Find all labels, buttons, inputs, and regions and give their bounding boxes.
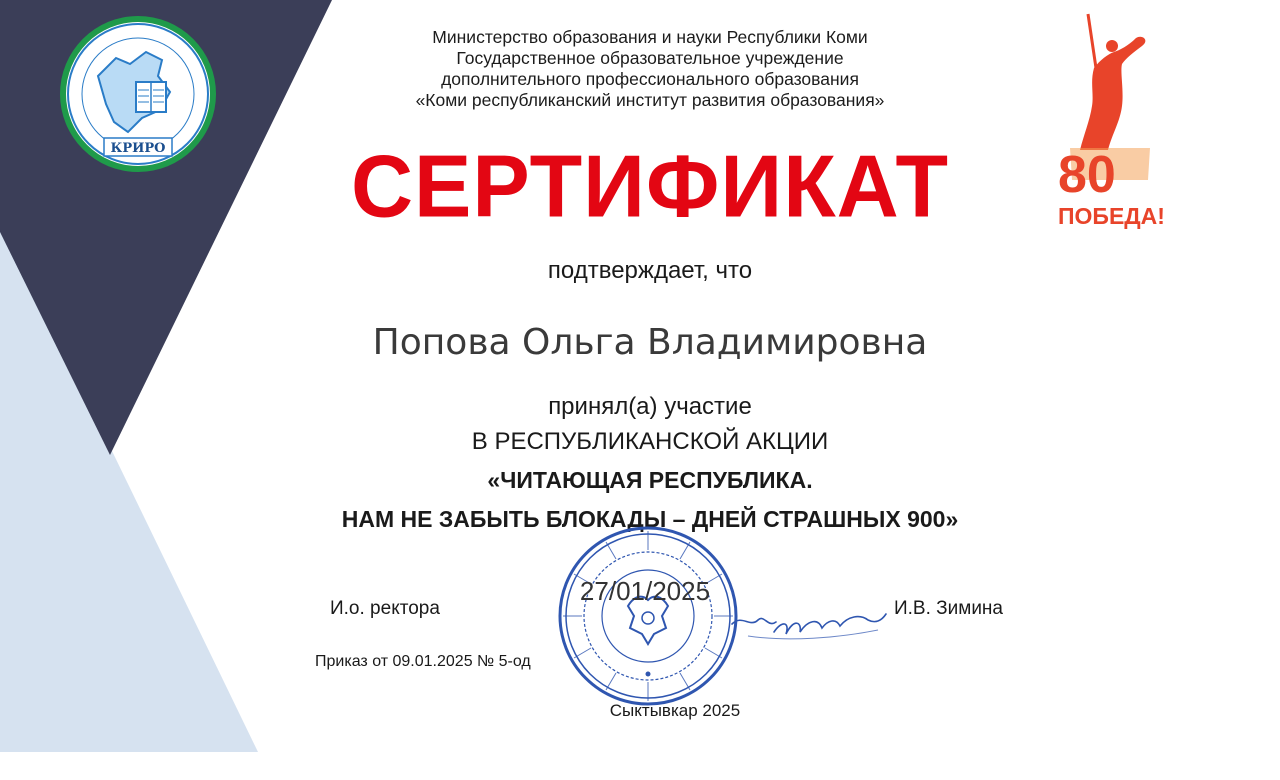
kriro-logo-label: КРИРО bbox=[110, 141, 166, 156]
participated-text: принял(а) участие bbox=[548, 393, 752, 420]
confirm-text: подтверждает, что bbox=[547, 257, 753, 284]
header-line-2: Государственное образовательное учреждение bbox=[456, 48, 844, 68]
institution-header bbox=[0, 27, 1280, 111]
event-name-line1: «ЧИТАЮЩАЯ РЕСПУБЛИКА. bbox=[487, 467, 813, 493]
header-line-1: Министерство образования и науки Республики Коми bbox=[432, 27, 868, 47]
event-type: В РЕСПУБЛИКАНСКОЙ АКЦИИ bbox=[471, 428, 829, 455]
header-line-3: дополнительного профессионального образования bbox=[441, 69, 859, 89]
event-name-line2: НАМ НЕ ЗАБЫТЬ БЛОКАДЫ – ДНЕЙ СТРАШНЫХ 900» bbox=[341, 506, 959, 532]
victory-word: ПОБЕДА! bbox=[1058, 203, 1165, 229]
header-line-4: «Коми республиканский институт развития образования» bbox=[415, 90, 885, 110]
recipient-name: Попова Ольга Владимировна bbox=[372, 322, 928, 363]
signatory-name: И.В. Зимина bbox=[894, 598, 1003, 619]
official-stamp bbox=[556, 524, 740, 708]
certificate-title: СЕРТИФИКАТ bbox=[350, 138, 950, 236]
victory-number: 80 bbox=[1058, 146, 1116, 204]
signatory-title: И.о. ректора bbox=[330, 598, 440, 619]
issue-date: 27/01/2025 bbox=[579, 576, 711, 606]
city-year: Сыктывкар 2025 bbox=[609, 701, 741, 720]
order-reference: Приказ от 09.01.2025 № 5-од bbox=[315, 653, 531, 670]
signature bbox=[728, 598, 890, 646]
